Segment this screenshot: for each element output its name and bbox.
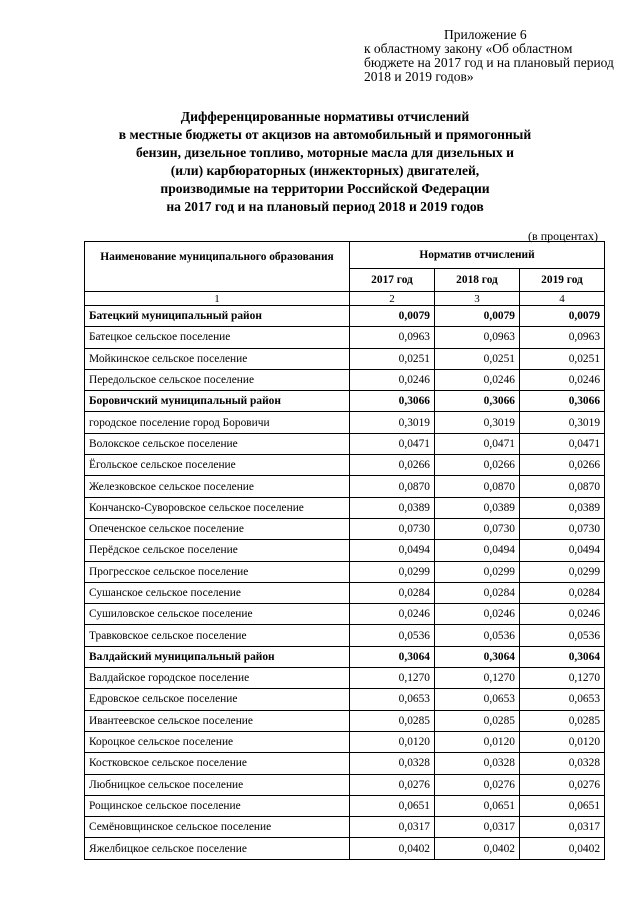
- municipality-name: Любницкое сельское поселение: [85, 774, 350, 795]
- norm-value-2018: 0,0266: [435, 455, 520, 476]
- table-row: [85, 518, 605, 539]
- norm-value-2018: 0,0328: [435, 753, 520, 774]
- norm-value-2017: 0,3019: [350, 412, 435, 433]
- title-line: в местные бюджеты от акцизов на автомобильный и прямогонный: [118, 127, 532, 142]
- municipality-name: Валдайское городское поселение: [85, 668, 350, 689]
- norm-value-2019: 0,0246: [520, 604, 605, 625]
- title-line: Дифференцированные нормативы отчислений: [180, 109, 470, 124]
- norm-value-2018: 0,0963: [435, 327, 520, 348]
- norm-value-2019: 0,0328: [520, 753, 605, 774]
- norm-value-2019: 0,0299: [520, 561, 605, 582]
- norm-value-2019: 0,0471: [520, 433, 605, 454]
- norm-value-2018: 0,0471: [435, 433, 520, 454]
- municipality-name: Кончанско-Суворовское сельское поселение: [85, 497, 350, 518]
- header-year-2019: 2019 год: [520, 269, 605, 292]
- norm-value-2017: 0,0079: [350, 306, 435, 327]
- norm-value-2018: 0,0251: [435, 348, 520, 369]
- header-year-2018: 2018 год: [435, 269, 520, 292]
- municipality-name: Батецкий муниципальный район: [85, 306, 350, 327]
- norm-value-2017: 0,3066: [350, 391, 435, 412]
- norm-value-2017: 0,0471: [350, 433, 435, 454]
- norm-value-2019: 0,0317: [520, 817, 605, 838]
- norm-value-2018: 0,0536: [435, 625, 520, 646]
- norm-value-2018: 0,0276: [435, 774, 520, 795]
- norm-value-2018: 0,1270: [435, 668, 520, 689]
- norm-value-2018: 0,0653: [435, 689, 520, 710]
- norm-value-2018: 0,0246: [435, 604, 520, 625]
- norm-value-2019: 0,0284: [520, 582, 605, 603]
- table-row: [85, 433, 605, 454]
- appendix-number: Приложение 6: [444, 27, 527, 42]
- table-row-district: [85, 306, 605, 327]
- table-row: [85, 731, 605, 752]
- table-row: [85, 476, 605, 497]
- municipality-name: Боровичский муниципальный район: [85, 391, 350, 412]
- column-number: 3: [435, 292, 520, 306]
- table-row: [85, 817, 605, 838]
- norm-value-2017: 0,0536: [350, 625, 435, 646]
- norm-value-2017: 0,0870: [350, 476, 435, 497]
- municipality-name: Опеченское сельское поселение: [85, 518, 350, 539]
- norm-value-2019: 0,3064: [520, 646, 605, 667]
- norm-value-2019: 0,1270: [520, 668, 605, 689]
- norm-value-2019: 0,0246: [520, 369, 605, 390]
- norm-value-2018: 0,0317: [435, 817, 520, 838]
- norm-value-2019: 0,3066: [520, 391, 605, 412]
- header-norm: Норматив отчислений: [350, 242, 605, 269]
- title-line: (или) карбюраторных (инжекторных) двигателей,: [170, 163, 480, 178]
- municipality-name: Костковское сельское поселение: [85, 753, 350, 774]
- norm-value-2019: 0,0651: [520, 795, 605, 816]
- municipality-name: Передольское сельское поселение: [85, 369, 350, 390]
- table-row: [85, 689, 605, 710]
- municipality-name: Яжелбицкое сельское поселение: [85, 838, 350, 859]
- norm-value-2018: 0,0389: [435, 497, 520, 518]
- norm-value-2019: 0,0963: [520, 327, 605, 348]
- norm-value-2018: 0,3066: [435, 391, 520, 412]
- table-row: [85, 582, 605, 603]
- column-number: 2: [350, 292, 435, 306]
- norm-value-2017: 0,0653: [350, 689, 435, 710]
- norm-value-2018: 0,0120: [435, 731, 520, 752]
- table-body: [85, 306, 605, 860]
- table-row: [85, 369, 605, 390]
- norms-table: [84, 241, 605, 860]
- norm-value-2017: 0,0246: [350, 369, 435, 390]
- norm-value-2017: 0,0402: [350, 838, 435, 859]
- norm-value-2017: 0,0389: [350, 497, 435, 518]
- norm-value-2017: 0,0963: [350, 327, 435, 348]
- norm-value-2017: 0,0266: [350, 455, 435, 476]
- title-line: производимые на территории Российской Федерации: [160, 181, 490, 196]
- municipality-name: Батецкое сельское поселение: [85, 327, 350, 348]
- municipality-name: городское поселение город Боровичи: [85, 412, 350, 433]
- municipality-name: Валдайский муниципальный район: [85, 646, 350, 667]
- norm-value-2018: 0,0870: [435, 476, 520, 497]
- norm-value-2018: 0,0285: [435, 710, 520, 731]
- table-row: [85, 710, 605, 731]
- norm-value-2017: 0,0730: [350, 518, 435, 539]
- norm-value-2017: 0,0299: [350, 561, 435, 582]
- table-row: [85, 540, 605, 561]
- municipality-name: Перёдское сельское поселение: [85, 540, 350, 561]
- norm-value-2017: 0,0120: [350, 731, 435, 752]
- norm-value-2017: 0,0246: [350, 604, 435, 625]
- norm-value-2017: 0,0284: [350, 582, 435, 603]
- municipality-name: Короцкое сельское поселение: [85, 731, 350, 752]
- norm-value-2019: 0,0653: [520, 689, 605, 710]
- norm-value-2019: 0,0079: [520, 306, 605, 327]
- norm-value-2017: 0,0328: [350, 753, 435, 774]
- norm-value-2018: 0,3019: [435, 412, 520, 433]
- table-row: [85, 497, 605, 518]
- norm-value-2018: 0,0730: [435, 518, 520, 539]
- municipality-name: Сушиловское сельское поселение: [85, 604, 350, 625]
- norm-value-2018: 0,0651: [435, 795, 520, 816]
- norm-value-2018: 0,0494: [435, 540, 520, 561]
- appendix-reference: к областному закону «Об областном бюджете на 2017 год и на плановый период 2018 и 2019 годов»: [364, 41, 614, 84]
- municipality-name: Рощинское сельское поселение: [85, 795, 350, 816]
- municipality-name: Семёновщинское сельское поселение: [85, 817, 350, 838]
- table-row: [85, 753, 605, 774]
- municipality-name: Железковское сельское поселение: [85, 476, 350, 497]
- norm-value-2019: 0,0730: [520, 518, 605, 539]
- table-row: [85, 604, 605, 625]
- norm-value-2017: 0,0251: [350, 348, 435, 369]
- norm-value-2018: 0,3064: [435, 646, 520, 667]
- norm-value-2017: 0,0285: [350, 710, 435, 731]
- table-row: [85, 561, 605, 582]
- table-row: [85, 455, 605, 476]
- municipality-name: Травковское сельское поселение: [85, 625, 350, 646]
- norm-value-2018: 0,0299: [435, 561, 520, 582]
- norm-value-2017: 0,0494: [350, 540, 435, 561]
- municipality-name: Ёгольское сельское поселение: [85, 455, 350, 476]
- table-row: [85, 795, 605, 816]
- header-municipality: Наименование муниципального образования: [85, 242, 350, 292]
- norm-value-2017: 0,0317: [350, 817, 435, 838]
- table-row: [85, 668, 605, 689]
- norm-value-2019: 0,3019: [520, 412, 605, 433]
- municipality-name: Ивантеевское сельское поселение: [85, 710, 350, 731]
- norm-value-2018: 0,0284: [435, 582, 520, 603]
- municipality-name: Прогресское сельское поселение: [85, 561, 350, 582]
- table-row: [85, 412, 605, 433]
- table-row: [85, 838, 605, 859]
- norm-value-2017: 0,0276: [350, 774, 435, 795]
- municipality-name: Мойкинское сельское поселение: [85, 348, 350, 369]
- column-number: 1: [85, 292, 350, 306]
- norm-value-2019: 0,0276: [520, 774, 605, 795]
- norm-value-2018: 0,0246: [435, 369, 520, 390]
- municipality-name: Волокское сельское поселение: [85, 433, 350, 454]
- column-number: 4: [520, 292, 605, 306]
- norm-value-2017: 0,3064: [350, 646, 435, 667]
- table-row: [85, 348, 605, 369]
- title-line: на 2017 год и на плановый период 2018 и 2019 годов: [166, 199, 484, 214]
- norm-value-2019: 0,0402: [520, 838, 605, 859]
- norm-value-2017: 0,0651: [350, 795, 435, 816]
- table-row: [85, 774, 605, 795]
- norm-value-2019: 0,0120: [520, 731, 605, 752]
- norm-value-2019: 0,0870: [520, 476, 605, 497]
- municipality-name: Сушанское сельское поселение: [85, 582, 350, 603]
- table-row: [85, 327, 605, 348]
- norm-value-2019: 0,0389: [520, 497, 605, 518]
- norm-value-2019: 0,0251: [520, 348, 605, 369]
- municipality-name: Едровское сельское поселение: [85, 689, 350, 710]
- table-row: [85, 625, 605, 646]
- norm-value-2017: 0,1270: [350, 668, 435, 689]
- header-year-2017: 2017 год: [350, 269, 435, 292]
- document-title: [60, 108, 590, 216]
- norm-value-2018: 0,0402: [435, 838, 520, 859]
- norm-value-2019: 0,0494: [520, 540, 605, 561]
- norm-value-2019: 0,0536: [520, 625, 605, 646]
- appendix-note: [364, 28, 614, 84]
- norm-value-2019: 0,0266: [520, 455, 605, 476]
- title-line: бензин, дизельное топливо, моторные масла для дизельных и: [136, 145, 514, 160]
- table-row-district: [85, 646, 605, 667]
- norm-value-2019: 0,0285: [520, 710, 605, 731]
- table-row-district: [85, 391, 605, 412]
- norm-value-2018: 0,0079: [435, 306, 520, 327]
- units-note: (в процентах): [528, 229, 598, 243]
